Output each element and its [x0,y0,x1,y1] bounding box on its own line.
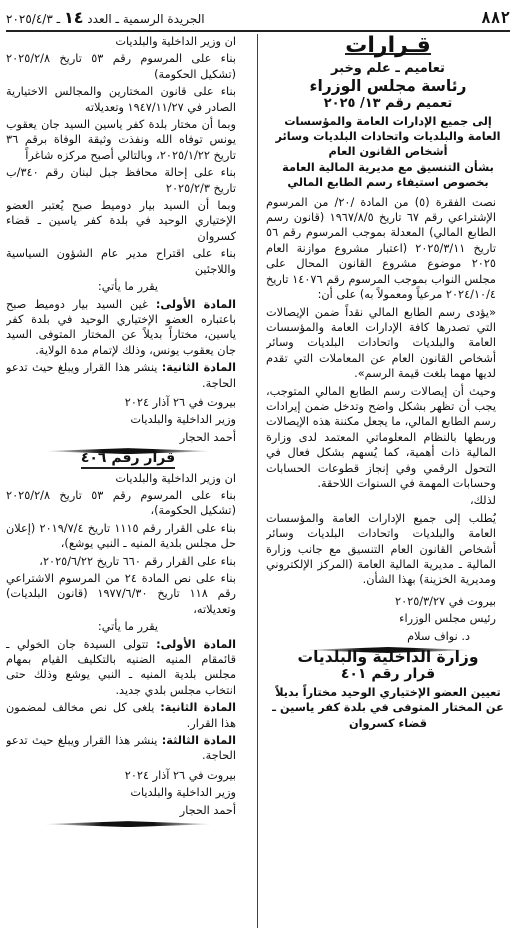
page-number: ٨٨٢ [481,7,510,27]
article-2-text: ينشر هذا القرار ويبلغ حيث تدعو الحاجة. [6,361,236,390]
signature-2-role: وزير الداخلية والبلديات [130,786,236,800]
ministry-title: وزارة الداخلية والبلديات [297,648,479,667]
decision-401-title: تعيين العضو الإختياري الوحيد مختاراً بديلاً عن المختار المتوفى في بلدة كفر ياسين ـ قضاء كسروان [272,685,504,730]
article-2-label: المادة الثانية: [161,361,236,375]
preamble-vacancy: وبما أن مختار بلدة كفر ياسين السيد جان يعقوب يونس توفاه الله ونفذت وثيقة الوفاة برقم ٣٦ تاريخ ٢٠٢٥/١/٢٢، وبالتالي أصبح مركزه شاغراً [6,118,236,162]
preamble-minister-2: ان وزير الداخلية والبلديات [115,471,236,485]
decides-heading-2: يقرر ما يأتي: [97,620,159,634]
circular-paragraph-5: يُطلب إلى جميع الإدارات العامة والمؤسسات العامة والبلديات واتحادات البلديات وسائر أشخاص القانون العام التنسيق مع جانب وزارة المالية ـ مديرية المالية العامة (المركز الإلكتروني ومديرية الخزينة) بهذا الشأن. [266,511,496,587]
preamble-member: وبما أن السيد بيار دوميط صبح يُعتبر العضو الإختياري الوحيد في بلدة كفر ياسين ـ قضاء كسروان [6,199,236,243]
article-b1-text: تتولى السيدة جان الخولي ـ قائمقام المنيه الضنيه بالتكليف القيام بمهام مجلس بلدية المنيه ـ النبي يوشع وذلك حتى انتخاب مجلس بلدي جديد. [6,637,236,697]
article-b1-label: المادة الأولى: [156,637,237,651]
preamble-decree-2: بناء على المرسوم رقم ٥٣ تاريخ ٢٠٢٥/٢/٨ (تشكيل الحكومة)، [6,488,236,518]
preamble-referral: بناء على إحالة محافظ جبل لبنان رقم ٣٤٠/ب تاريخ ٢٠٢٥/٢/٣ [6,166,236,195]
circular-paragraph-4: لذلك، [470,494,496,508]
decides-heading: يقرر ما يأتي: [97,280,159,294]
preamble-proposal: بناء على اقتراح مدير عام الشؤون السياسية واللاجئين [6,247,236,276]
column-divider [257,34,258,928]
right-column [266,34,510,928]
preamble-article-24: بناء على نص المادة ٢٤ من المرسوم الاشتراعي رقم ١١٨ تاريخ ١٩٧٧/٦/٣٠ (قانون البلديات) وتعديلاته، [6,572,236,616]
circular-paragraph-3: وحيث أن إيصالات رسم الطابع المالي المتوجب، يجب أن تظهر بشكل واضح وتدخل ضمن إيرادات رسم الطابع المالي، ما يجعل مكننة هذه الإيصالات وربطها بالنظام المعلوماتي المعتمد لدى وزارة المالية ذات أهمية، كما يُسهم بشكل فعال في التحول الرقمي وفي إنجاز قطوعات الحسابات وحسابات المهمة في السنوات اللاحقة. [266,384,496,490]
section-title: قـرارات [345,34,431,58]
circular-subject: بشأن التنسيق مع مديرية المالية العامة بخصوص استيفاء رسم الطابع المالي [282,160,494,190]
article-b3-text: ينشر هذا القرار ويبلغ حيث تدعو الحاجة. [6,734,236,763]
page-header [6,4,510,32]
circular-addressees: إلى جميع الإدارات العامة والمؤسسات العامة والبلديات واتحادات البلديات وسائر أشخاص القانون العام [275,114,501,159]
preamble-decision-660: بناء على القرار رقم ٦٦٠ تاريخ ٢٠٢٥/٦/٢٢، [39,554,236,568]
signature-1-role: وزير الداخلية والبلديات [130,413,236,427]
gazette-name: الجريدة الرسمية ـ العدد [87,11,205,26]
article-b2-text: يلغى كل نص مخالف لمضمون هذا القرار. [6,701,236,730]
signature-2-date: بيروت في ٢٦ آذار ٢٠٢٤ [124,768,236,782]
preamble-law: بناء على قانون المختارين والمجالس الاختيارية الصادر في ١٩٤٧/١١/٢٧ وتعديلاته [6,85,236,114]
subsection-title: تعاميم ـ علم وخبر [331,61,445,77]
preamble-decision-1115: بناء على القرار رقم ١١١٥ تاريخ ٢٠١٩/٧/٤ (إعلان حل مجلس بلدية المنيه ـ النبي يوشع)، [6,521,236,551]
circular-paragraph-1: نصت الفقرة (٥) من المادة /٢٠/ من المرسوم الإشتراعي رقم ٦٧ تاريخ ١٩٦٧/٨/٥ (قانون رسم الطابع المالي) المعدلة بموجب المرسوم رقم ٥٦ تاريخ ٢٠٢٥/٣/١١ (اعتبار مشروع موازنة العام ٢٠٢٥ موضوع مشروع القانون المحال على مجلس النواب بموجب المرسوم رقم ١٤٠٧٦ تاريخ ٢٠٢٤/١٠/٤ مرعياً ومعمولاً به) على أن: [266,195,497,302]
decision-401-number: قرار رقم ٤٠١ [340,666,436,683]
article-b2 [6,700,250,731]
preamble-decree: بناء على المرسوم رقم ٥٣ تاريخ ٢٠٢٥/٢/٨ (تشكيل الحكومة) [6,52,236,81]
article-2 [6,360,250,391]
issue-date: ـ ٢٠٢٥/٤/٣ [6,11,61,26]
article-1 [6,297,250,359]
signature-date: بيروت في ٢٠٢٥/٣/٢٧ [395,594,496,608]
signature-name: د. نواف سلام [407,629,470,643]
circular-paragraph-2: «يؤدى رسم الطابع المالي نقداً ضمن الإيصالات التي تصدرها كافة الإدارات العامة والمؤسسات العامة والبلديات واتحادات البلديات وسائر أشخاص القانون العام عن المعاملات التي تقدم لديها مهما بلغت قيمة الرسم». [266,305,496,381]
decision-406-number: قرار رقم ٤٠٦ [6,451,250,468]
issue-number: ١٤ [63,7,84,27]
preamble-minister: ان وزير الداخلية والبلديات [115,35,236,48]
article-1-label: المادة الأولى: [155,297,236,311]
gazette-title [6,8,205,27]
pm-title: رئاسة مجلس الوزراء [309,76,467,95]
article-b2-label: المادة الثانية: [160,701,236,715]
left-column [6,34,250,928]
article-b1 [6,637,250,699]
circular-number: تعميم رقم ١٣/ ٢٠٢٥ [323,96,453,112]
signature-1-name: أحمد الحجار [179,430,236,444]
article-1-text: غين السيد بيار دوميط صبح باعتباره العضو الإختياري الوحيد في بلدة كفر ياسين، مختاراً بديلاً عن المختار المتوفى السيد جان يعقوب يونس، وذلك لإتمام مدة الولاية. [6,297,236,357]
signature-2-name: أحمد الحجار [179,803,236,817]
signature-role: رئيس مجلس الوزراء [399,612,496,626]
article-b3 [6,733,250,764]
article-b3-label: المادة الثالثة: [161,734,236,748]
signature-1-date: بيروت في ٢٦ آذار ٢٠٢٤ [124,395,236,409]
